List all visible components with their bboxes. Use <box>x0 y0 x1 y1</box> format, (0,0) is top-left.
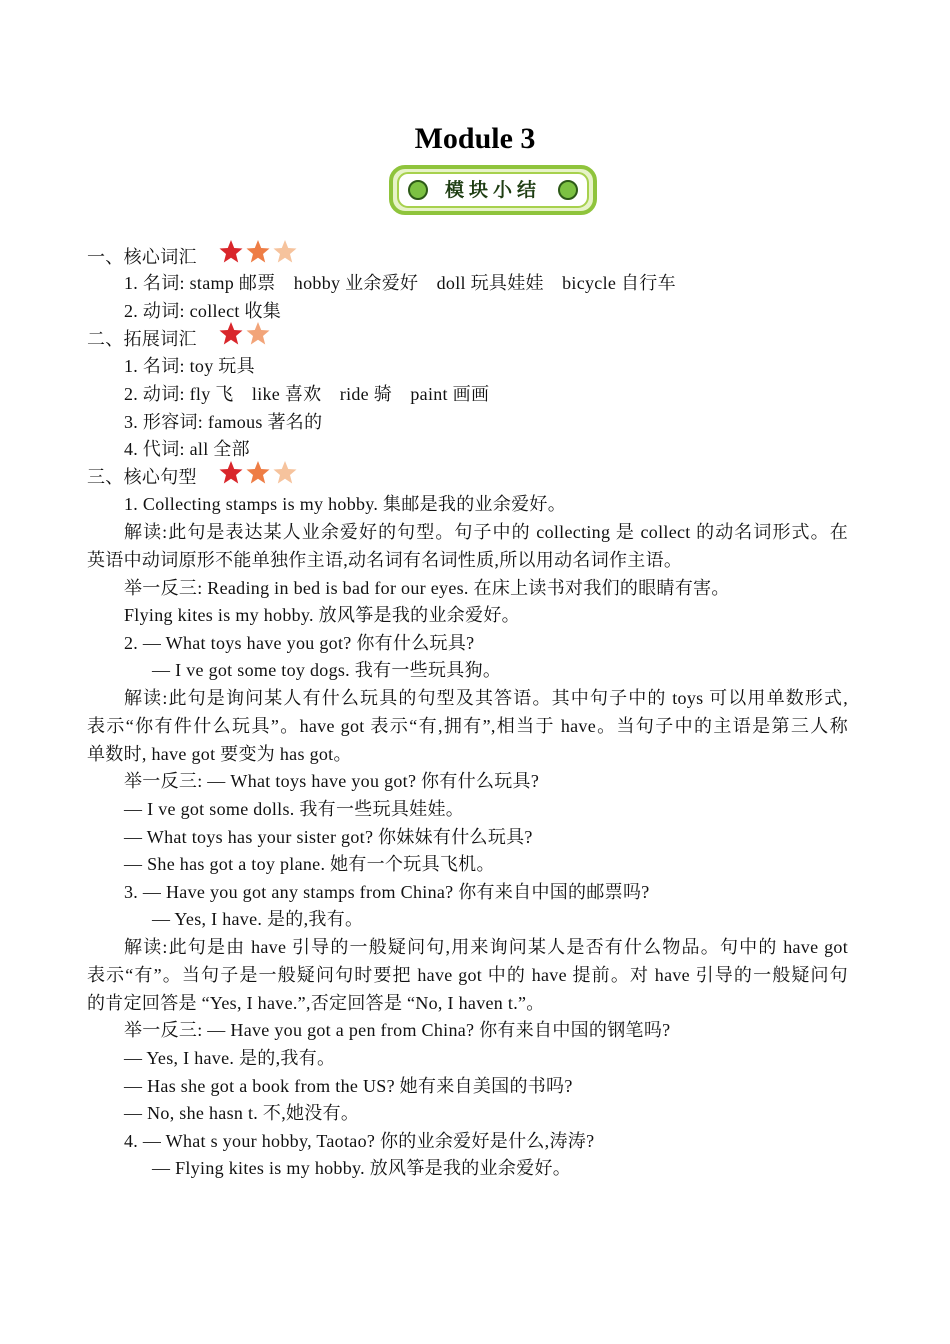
section-heading-extended-vocabulary: 二、拓展词汇 <box>87 329 197 349</box>
text-line: — She has got a toy plane. 她有一个玩具飞机。 <box>124 854 495 874</box>
text-line: 3. 形容词: famous 著名的 <box>124 412 323 432</box>
text-line: — Has she got a book from the US? 她有来自美国的书吗? <box>124 1076 573 1096</box>
section-heading-core-vocabulary: 一、核心词汇 <box>87 247 197 267</box>
rating-stars <box>218 238 302 266</box>
text-line: 解读:此句是由 have 引导的一般疑问句,用来询问某人是否有什么物品。句中的 have got <box>124 937 848 957</box>
text-line: 1. 名词: toy 玩具 <box>124 356 255 376</box>
text-line: 举一反三: — What toys have you got? 你有什么玩具? <box>124 771 540 791</box>
text-line: 的肯定回答是 “Yes, I have.”,否定回答是 “No, I haven t.”。 <box>87 993 545 1013</box>
star-icon <box>220 322 243 345</box>
banner-label: 模块小结 <box>444 179 541 201</box>
text-line: — Yes, I have. 是的,我有。 <box>152 909 364 929</box>
section-heading-core-sentences: 三、核心句型 <box>87 467 197 487</box>
text-line: — Yes, I have. 是的,我有。 <box>124 1048 336 1068</box>
star-icon <box>247 461 270 484</box>
star-icon <box>247 240 270 263</box>
rating-stars <box>218 459 302 487</box>
half-star-icon <box>274 240 297 263</box>
text-line: — I ve got some toy dogs. 我有一些玩具狗。 <box>152 660 502 680</box>
text-line: 4. — What s your hobby, Taotao? 你的业余爱好是什么,涛涛? <box>124 1131 595 1151</box>
text-line: Flying kites is my hobby. 放风筝是我的业余爱好。 <box>124 605 520 625</box>
text-line: — Flying kites is my hobby. 放风筝是我的业余爱好。 <box>152 1158 572 1178</box>
text-line: 表示“有”。当句子是一般疑问句时要把 have got 中的 have 提前。对 have 引导的一般疑问句 <box>87 965 848 985</box>
text-line: 表示“你有件什么玩具”。have got 表示“有,拥有”,相当于 have。当句子中的主语是第三人称 <box>87 716 848 736</box>
star-icon <box>220 461 243 484</box>
rating-stars <box>218 320 276 348</box>
text-line: 2. — What toys have you got? 你有什么玩具? <box>124 633 475 653</box>
half-star-icon <box>247 322 270 345</box>
text-line: 1. Collecting stamps is my hobby. 集邮是我的业余爱好。 <box>124 494 567 514</box>
page-title: Module 3 <box>414 122 536 155</box>
text-line: — I ve got some dolls. 我有一些玩具娃娃。 <box>124 799 465 819</box>
text-line: 2. 动词: fly 飞 like 喜欢 ride 骑 paint 画画 <box>124 384 490 404</box>
text-line: 3. — Have you got any stamps from China? 你有来自中国的邮票吗? <box>124 882 650 902</box>
text-line: 解读:此句是询问某人有什么玩具的句型及其答语。其中句子中的 toys 可以用单数形式, <box>124 688 848 708</box>
text-line: 举一反三: — Have you got a pen from China? 你有来自中国的钢笔吗? <box>124 1020 671 1040</box>
module-summary-banner <box>389 165 597 215</box>
text-line: 英语中动词原形不能单独作主语,动名词有名词性质,所以用动名词作主语。 <box>87 550 683 570</box>
star-icon <box>220 240 243 263</box>
half-star-icon <box>274 461 297 484</box>
text-line: — No, she hasn t. 不,她没有。 <box>124 1103 360 1123</box>
text-line: 解读:此句是表达某人业余爱好的句型。句子中的 collecting 是 collect 的动名词形式。在 <box>124 522 848 542</box>
text-line: 1. 名词: stamp 邮票 hobby 业余爱好 doll 玩具娃娃 bicycle 自行车 <box>124 273 676 293</box>
text-line: 举一反三: Reading in bed is bad for our eyes. 在床上读书对我们的眼睛有害。 <box>124 578 730 598</box>
text-line: 单数时, have got 要变为 has got。 <box>87 744 352 764</box>
text-line: — What toys has your sister got? 你妹妹有什么玩具? <box>124 827 533 847</box>
text-line: 2. 动词: collect 收集 <box>124 301 282 321</box>
text-line: 4. 代词: all 全部 <box>124 439 250 459</box>
